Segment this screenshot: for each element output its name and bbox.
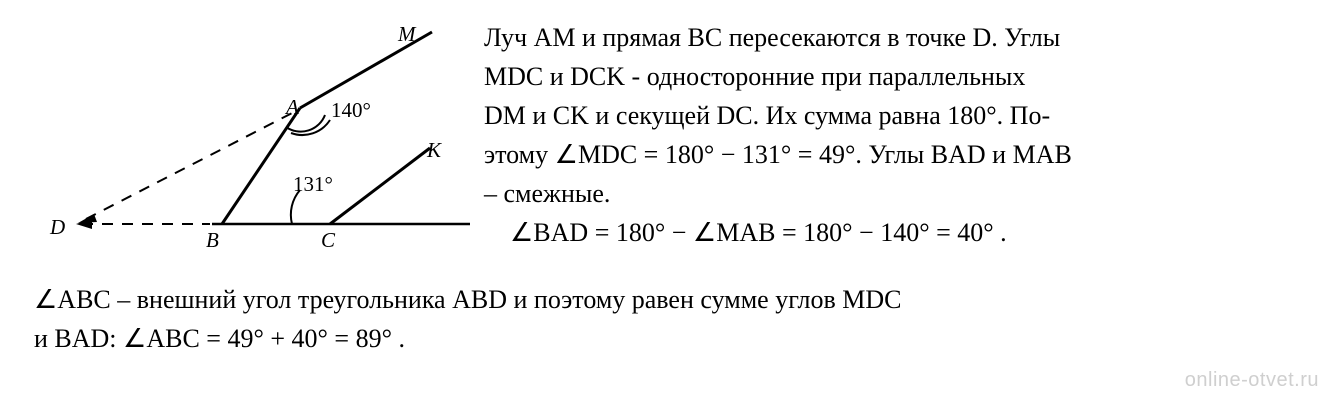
arrowhead-d-diagonal <box>78 214 97 223</box>
solution-line-5: – смежные. <box>484 179 611 208</box>
angle-label-140: 140° <box>331 98 371 122</box>
geometry-figure <box>0 0 480 285</box>
point-label-d: D <box>50 215 66 239</box>
conclusion-line-2: и BAD: ∠ABC = 49° + 40° = 89° . <box>34 324 405 353</box>
dashed-segment-da <box>86 110 298 219</box>
point-label-c: C <box>321 228 336 252</box>
segment-ba <box>222 108 300 224</box>
conclusion-line-1: ∠ABC – внешний угол треугольника ABD и поэтому равен сумме углов MDC <box>34 285 902 314</box>
solution-line-4: этому ∠MDC = 180° − 131° = 49°. Углы BAD и MAB <box>484 140 1072 169</box>
solution-line-2: MDC и DCK - односторонние при параллельных <box>484 62 1026 91</box>
point-label-m: M <box>398 22 416 46</box>
angle-arc-a-inner <box>291 120 330 135</box>
point-label-b: B <box>206 228 219 252</box>
solution-formula-line: ∠BAD = 180° − ∠MAB = 180° − 140° = 40° . <box>510 218 1007 247</box>
solution-line-3: DM и CK и секущей DC. Их сумма равна 180°. По- <box>484 101 1051 130</box>
angle-label-131: 131° <box>293 172 333 196</box>
point-label-a: A <box>286 95 299 119</box>
solution-line-1: Луч AM и прямая BC пересекаются в точке D. Углы <box>484 23 1061 52</box>
watermark: online-otvet.ru <box>1184 369 1319 391</box>
solution-text <box>484 18 1324 252</box>
ray-ck <box>330 148 430 224</box>
point-label-k: K <box>427 138 442 162</box>
solution-conclusion <box>34 280 1324 358</box>
